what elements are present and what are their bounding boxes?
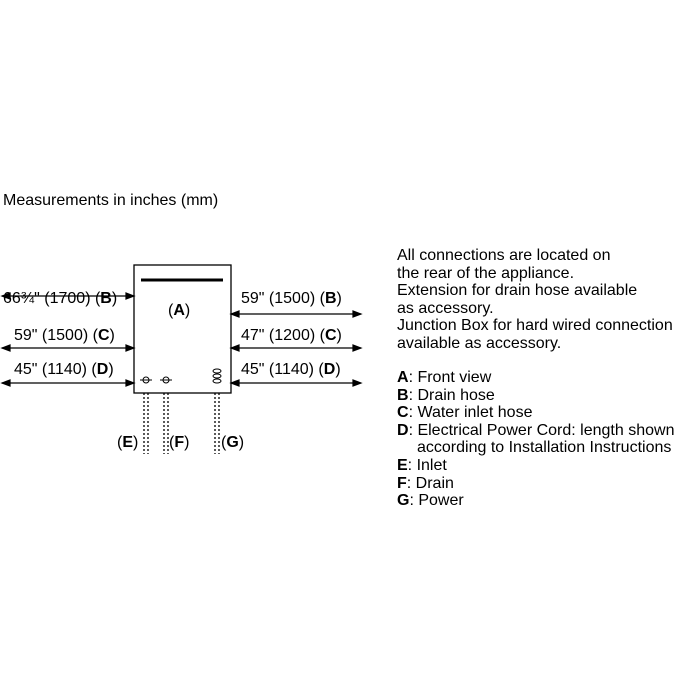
legend-item-c: C: Water inlet hose [397, 404, 533, 422]
note-line: as accessory. [397, 299, 494, 317]
connection-label-e: (E) [117, 434, 139, 451]
appliance-label-a: (A) [168, 302, 191, 319]
note-line: All connections are located on [397, 247, 611, 264]
right-dimension-d: 45" (1140) (D) [241, 361, 341, 378]
legend-item-d: D: Electrical Power Cord: length shown [397, 421, 675, 439]
drain-connection-symbol [160, 377, 172, 383]
left-dimension-c: 59" (1500) (C) [14, 327, 115, 344]
legend-item-f: F: Drain [397, 474, 454, 492]
note-line: Extension for drain hose available [397, 282, 638, 300]
connection-label-f: (F) [169, 434, 190, 451]
note-line: the rear of the appliance. [397, 264, 575, 282]
connection-notes [397, 247, 673, 353]
connection-label-g: (G) [221, 434, 245, 451]
inlet-connection-symbol [140, 377, 152, 383]
right-dimension-b: 59" (1500) (B) [241, 290, 342, 307]
legend-item-e: E: Inlet [397, 456, 447, 474]
right-dimension-c: 47" (1200) (C) [241, 327, 342, 344]
legend-item-d-continuation: according to Installation Instructions [417, 439, 672, 457]
legend [397, 369, 674, 510]
legend-item-b: B: Drain hose [397, 386, 495, 404]
legend-item-g: G: Power [397, 492, 464, 510]
measurements-title: Measurements in inches (mm) [3, 192, 219, 209]
power-connection-symbol [213, 369, 221, 383]
note-line: Junction Box for hard wired connection [397, 317, 673, 335]
note-line: available as accessory. [397, 334, 562, 352]
left-dimension-d: 45" (1140) (D) [14, 361, 114, 378]
left-dimension-b: 66¾" (1700) (B) [3, 290, 118, 307]
legend-item-a: A: Front view [397, 369, 492, 386]
